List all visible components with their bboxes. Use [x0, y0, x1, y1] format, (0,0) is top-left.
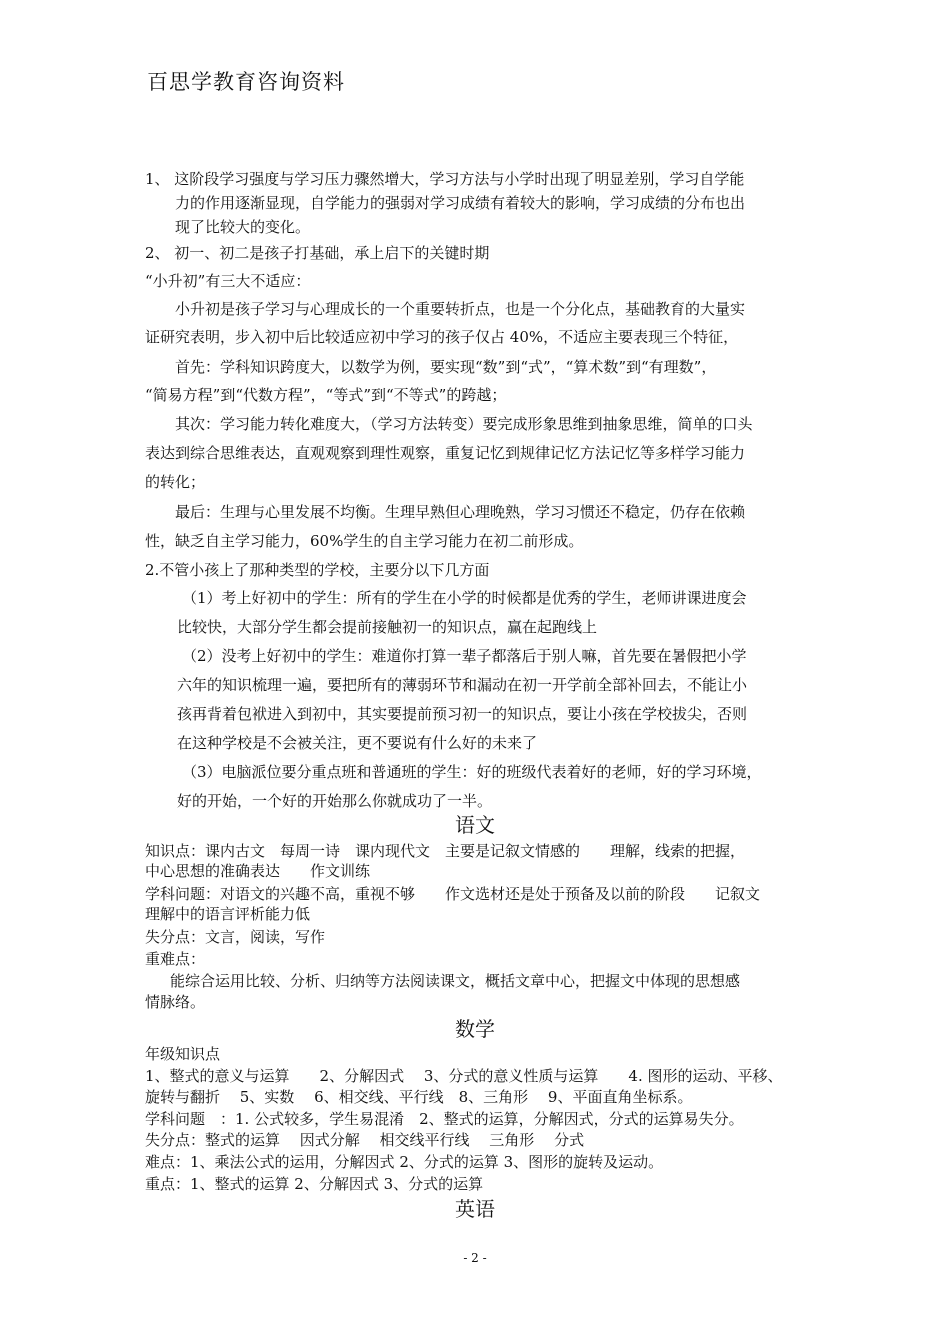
- paragraph-line: （2）没考上好初中的学生：难道你打算一辈子都落后于别人嘛，首先要在暑假把小学: [182, 647, 747, 665]
- paragraph-line: （3）电脑派位要分重点班和普通班的学生：好的班级代表着好的老师，好的学习环境，: [182, 763, 762, 781]
- paragraph-line: 六年的知识梳理一遍，要把所有的薄弱环节和漏动在初一开学前全部补回去，不能让小: [177, 676, 748, 694]
- paragraph-line: “小升初”有三大不适应：: [145, 272, 311, 290]
- paragraph-line: 2、 初一、初二是孩子打基础，承上启下的关键时期: [145, 244, 490, 262]
- paragraph-line: 最后：生理与心里发展不均衡。生理早熟但心理晚熟，学习习惯还不稳定，仍存在依赖: [175, 503, 746, 521]
- chinese-key-line: 能综合运用比较、分析、归纳等方法阅读课文，概括文章中心，把握文中体现的思想感: [170, 972, 741, 990]
- paragraph-line: 孩再背着包袱进入到初中，其实要提前预习初一的知识点，要让小孩在学校拔尖，否则: [177, 705, 748, 723]
- paragraph-line: 力的作用逐渐显现，自学能力的强弱对学习成绩有着较大的影响，学习成绩的分布也出: [175, 194, 746, 212]
- math-problem-line: 学科问题 ：1. 公式较多，学生易混淆 2、整式的运算，分解因式，分式的运算易失分。: [145, 1110, 744, 1128]
- paragraph-line: 现了比较大的变化。: [175, 218, 311, 236]
- math-loss-points: 失分点：整式的运算 因式分解 相交线平行线 三角形 分式: [145, 1131, 585, 1149]
- chinese-knowledge-line: 知识点：课内古文 每周一诗 课内现代文 主要是记叙文情感的 理解，线索的把握，: [145, 842, 746, 860]
- math-grade-label: 年级知识点: [145, 1045, 221, 1063]
- paragraph-line: “简易方程”到“代数方程”，“等式”到“不等式”的跨越；: [145, 386, 507, 404]
- paragraph-line: 的转化；: [145, 473, 206, 491]
- section-title-chinese: 语文: [455, 813, 495, 837]
- paragraph-line: 比较快，大部分学生都会提前接触初一的知识点，赢在起跑线上: [177, 618, 598, 636]
- paragraph-line: 2.不管小孩上了那种类型的学校，主要分以下几方面: [145, 561, 490, 579]
- math-knowledge-line: 旋转与翻折 5、实数 6、相交线、平行线 8、三角形 9、平面直角坐标系。: [145, 1088, 693, 1106]
- paragraph-line: 首先：学科知识跨度大，以数学为例，要实现“数”到“式”，“算术数”到“有理数”，: [175, 358, 717, 376]
- math-key-points: 重点：1、整式的运算 2、分解因式 3、分式的运算: [145, 1175, 484, 1193]
- paragraph-line: 性，缺乏自主学习能力，60%学生的自主学习能力在初二前形成。: [145, 532, 584, 550]
- chinese-key-line: 情脉络。: [145, 993, 206, 1011]
- chinese-knowledge-line: 中心思想的准确表达 作文训练: [145, 862, 371, 880]
- chinese-problem-line: 学科问题：对语文的兴趣不高，重视不够 作文选材还是处于预备及以前的阶段 记叙文: [145, 885, 761, 903]
- math-difficult-points: 难点：1、乘法公式的运用，分解因式 2、分式的运算 3、图形的旋转及运动。: [145, 1153, 664, 1171]
- section-title-math: 数学: [455, 1017, 495, 1041]
- paragraph-line: 好的开始，一个好的开始那么你就成功了一半。: [177, 792, 493, 810]
- paragraph-line: 小升初是孩子学习与心理成长的一个重要转折点，也是一个分化点，基础教育的大量实: [175, 300, 746, 318]
- paragraph-line: 表达到综合思维表达，直观观察到理性观察，重复记忆到规律记忆方法记忆等多样学习能力: [145, 444, 746, 462]
- document-header: 百思学教育咨询资料: [147, 70, 345, 94]
- paragraph-line: 证研究表明，步入初中后比较适应初中学习的孩子仅占 40%，不适应主要表现三个特征，: [145, 328, 739, 346]
- section-title-english: 英语: [455, 1197, 495, 1221]
- chinese-loss-points: 失分点：文言，阅读，写作: [145, 928, 326, 946]
- paragraph-line: （1）考上好初中的学生：所有的学生在小学的时候都是优秀的学生，老师讲课进度会: [182, 589, 747, 607]
- chinese-key-points-label: 重难点：: [145, 950, 206, 968]
- paragraph-line: 在这种学校是不会被关注，更不要说有什么好的未来了: [177, 734, 538, 752]
- chinese-problem-line: 理解中的语言评析能力低: [145, 905, 311, 923]
- math-knowledge-line: 1、整式的意义与运算 2、分解因式 3、分式的意义性质与运算 4. 图形的运动、平移、: [145, 1067, 783, 1085]
- page-number: - 2 -: [463, 1251, 487, 1265]
- paragraph-line: 1、 这阶段学习强度与学习压力骤然增大，学习方法与小学时出现了明显差别，学习自学能: [145, 170, 745, 188]
- paragraph-line: 其次：学习能力转化难度大，（学习方法转变）要完成形象思维到抽象思维，简单的口头: [175, 415, 753, 433]
